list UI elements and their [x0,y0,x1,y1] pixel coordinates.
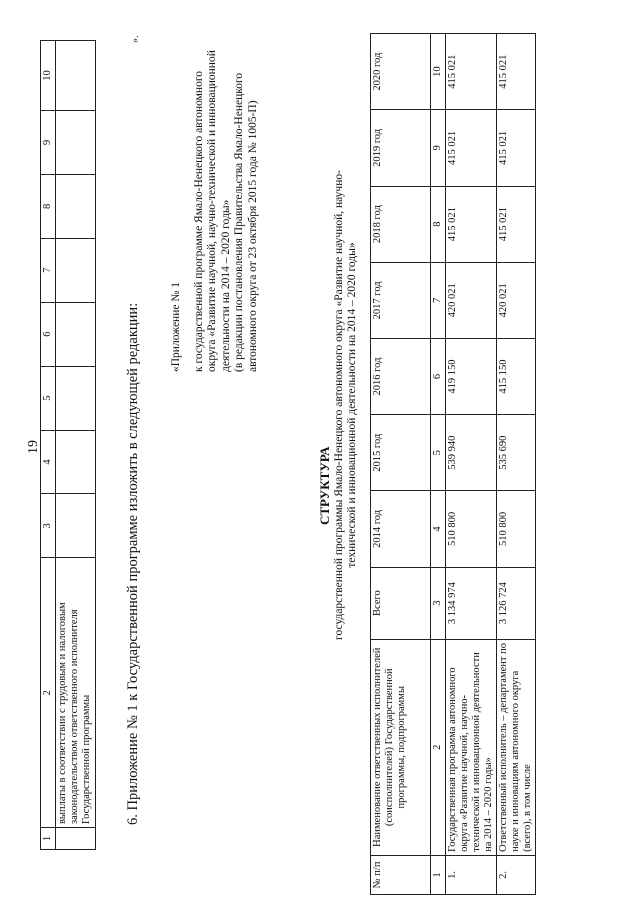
empty-cell [56,366,96,430]
empty-cell [56,41,96,111]
value-cell: 415 021 [497,186,536,262]
appendix-block [170,42,260,372]
column-number-cell: 4 [431,491,446,567]
empty-cell [56,302,96,366]
appendix-amendment: (в редакции постановления Правительства Ямало-Ненецкого автономного округа от 23 октября 2015 года № 1005-П) [233,72,259,372]
header-cell: 6 [41,302,56,366]
value-cell: 415 021 [446,110,497,186]
closing-quote-mark: ». [130,35,141,43]
header-cell: 2 [41,558,56,828]
column-number-cell: 7 [431,262,446,338]
structure-heading: СТРУКТУРА [317,446,332,525]
header-cell: Всего [371,567,431,639]
empty-cell [56,174,96,238]
header-cell: 5 [41,366,56,430]
row-number-cell: 2. [497,855,536,894]
value-cell: 415 021 [446,186,497,262]
column-number-cell: 2 [431,639,446,855]
header-cell: 3 [41,494,56,558]
value-cell: 415 021 [497,34,536,110]
column-number-cell: 5 [431,415,446,491]
column-number-cell: 1 [431,855,446,894]
column-number-row [431,34,446,895]
table-row [497,34,536,895]
row-name-cell: Государственная программа автономного округа «Развитие научной, научно-технической и инновационной деятельности на 2014 – 2020 годы» [446,639,497,855]
table-header-row [371,34,431,895]
header-cell: 2018 год [371,186,431,262]
value-cell: 3 126 724 [497,567,536,639]
empty-cell [56,430,96,494]
value-cell: 510 800 [446,491,497,567]
appendix-body: к государственной программе Ямало-Ненецкого автономного округа «Развитие научной, научно-технической и инновационной деятельности на 2014 – 2020 годы» [192,50,232,372]
row-name-cell: Ответственный исполнитель – департамент по науке и инновациям автономного округа (всего), в том числе [497,639,536,855]
header-cell: 2019 год [371,110,431,186]
column-number-cell: 3 [431,567,446,639]
structure-subtitle: государственной программы Ямало-Ненецкого автономного округа «Развитие научной, научно-технической и инновационной деятельности на 2014 – 2020 годы» [333,170,358,640]
table-row [446,34,497,895]
value-cell: 539 940 [446,415,497,491]
previous-table [40,40,96,850]
structure-table [370,33,536,895]
column-number-cell: 9 [431,110,446,186]
header-cell: 2015 год [371,415,431,491]
empty-cell [56,494,96,558]
header-cell: 2014 год [371,491,431,567]
item-6-text: 6. Приложение № 1 к Государственной программе изложить в следующей редакции: [125,302,141,825]
value-cell: 510 800 [497,491,536,567]
header-cell: 2020 год [371,34,431,110]
empty-cell [56,238,96,302]
column-number-cell: 8 [431,186,446,262]
value-cell: 415 150 [497,338,536,414]
value-cell: 535 690 [497,415,536,491]
value-cell: 420 021 [446,262,497,338]
value-cell: 3 134 974 [446,567,497,639]
header-cell: № п/п [371,855,431,894]
header-cell: Наименование ответственных исполнителей (соисполнителей) Государственной программы, подпрограммы [371,639,431,855]
table-row [56,41,96,850]
table-header-row [41,41,56,850]
header-cell: 4 [41,430,56,494]
value-cell: 415 021 [446,34,497,110]
header-cell: 8 [41,174,56,238]
value-cell: 419 150 [446,338,497,414]
row-number-cell: 1. [446,855,497,894]
value-cell: 415 021 [497,110,536,186]
header-cell: 1 [41,828,56,850]
header-cell: 9 [41,110,56,174]
appendix-title: «Приложение № 1 [170,282,182,372]
header-cell: 10 [41,41,56,111]
empty-cell [56,110,96,174]
header-cell: 7 [41,238,56,302]
page-number: 19 [26,440,41,454]
header-cell: 2016 год [371,338,431,414]
header-cell: 2017 год [371,262,431,338]
column-number-cell: 10 [431,34,446,110]
row-text-cell: выплаты в соответствии с трудовым и налоговым законодательством ответственного исполнителя Государственной программы [56,558,96,828]
value-cell: 420 021 [497,262,536,338]
empty-cell [56,828,96,850]
column-number-cell: 6 [431,338,446,414]
